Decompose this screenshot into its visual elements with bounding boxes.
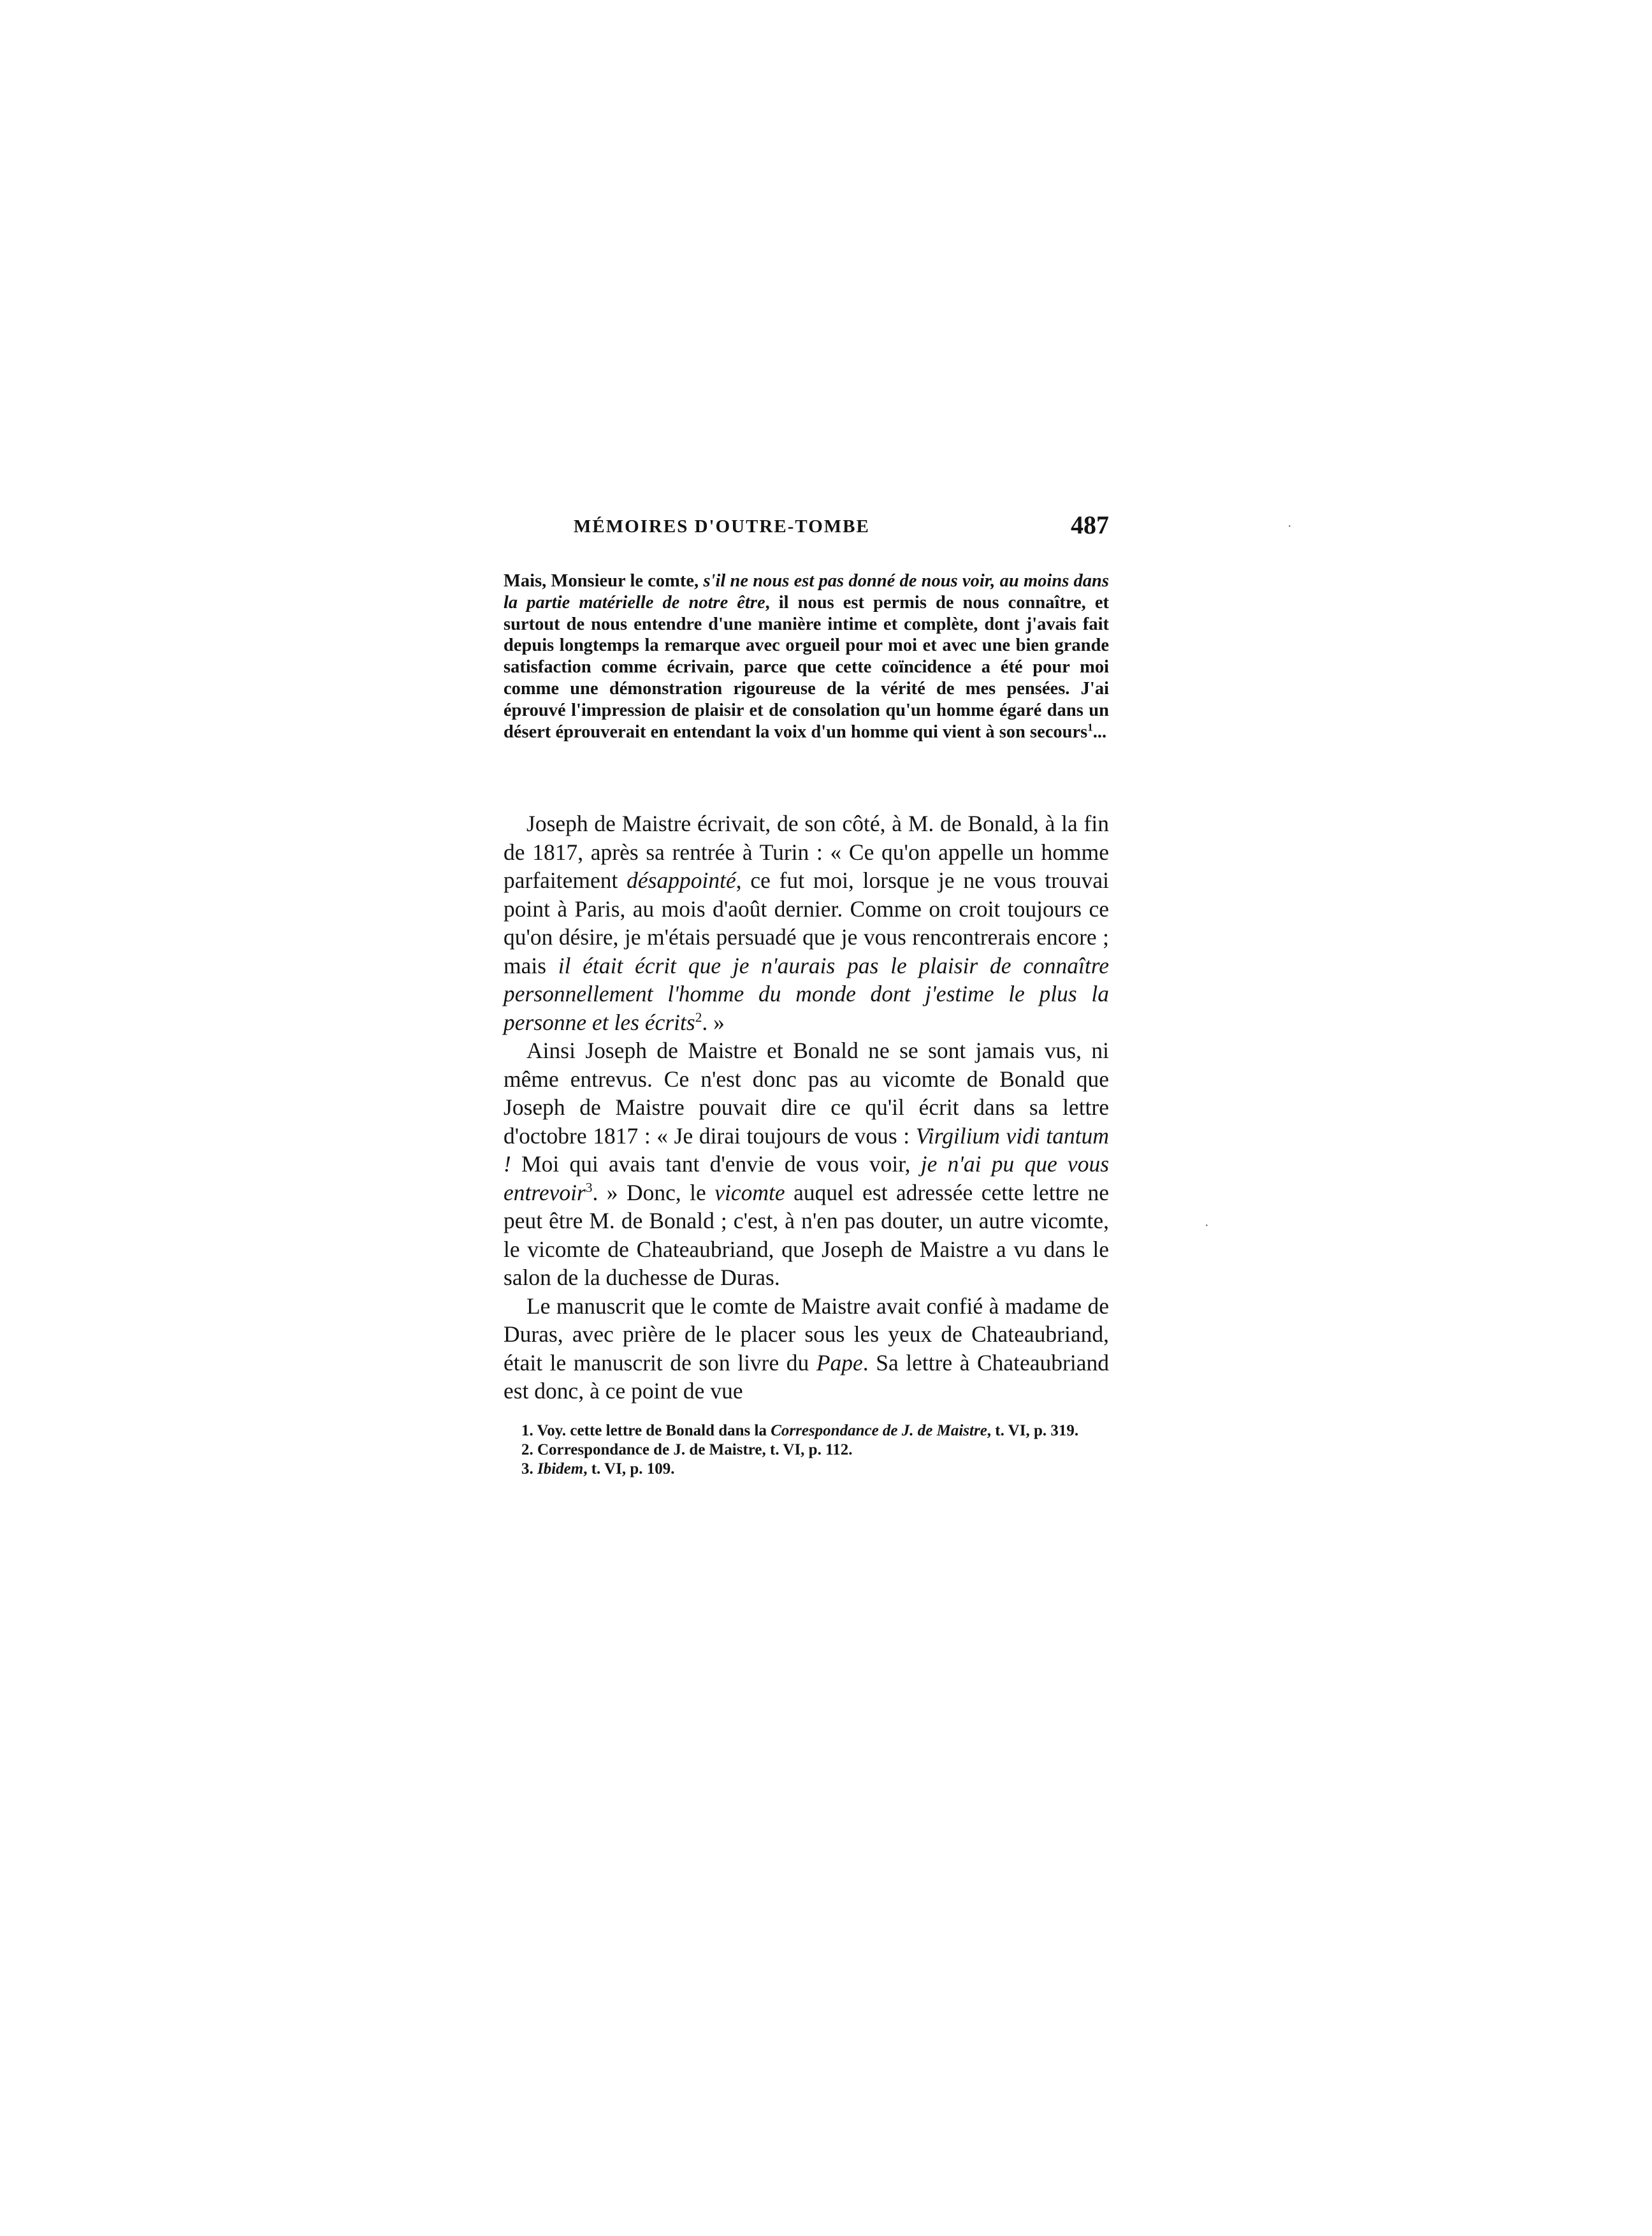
- page-header: [504, 510, 1109, 548]
- italic-text: désappointé: [627, 868, 736, 893]
- scan-speck: ·: [1205, 1219, 1209, 1233]
- footnote-text: 2. Correspondance de J. de Maistre, t. VI, p. 112.: [521, 1441, 853, 1458]
- paragraph-text: , ce fut moi, lorsque je ne vous trouvai point à Paris, au mois d'août dernier. Comme on croit toujours ce qu'on désire, je m'étais persuadé que je vous rencontrerais encore ; mais: [504, 868, 1109, 978]
- footnote-1: [504, 1421, 1109, 1441]
- footnote-italic-text: Correspondance de J. de Maistre: [771, 1422, 987, 1439]
- paragraph-text: . »: [702, 1009, 725, 1035]
- paragraph-text: Moi qui avais tant d'envie de vous voir,: [511, 1151, 921, 1177]
- paragraph-text: . » Donc, le: [592, 1179, 715, 1205]
- paragraph-text: auquel est adressée cette lettre ne peut être M. de Bonald ; c'est, à n'en pas douter, un autre vicomte, le vicomte de Chateaubriand, que Joseph de Maistre a vu dans le salon de la duchesse de Duras.: [504, 1179, 1110, 1290]
- footnote-ref: 3: [585, 1179, 593, 1195]
- block-quote: [504, 570, 1109, 743]
- footnote-text: 1. Voy. cette lettre de Bonald dans la: [521, 1422, 771, 1439]
- paragraph-text: Joseph de Maistre écrivait, de son côté, à M. de Bonald, à la fin de 1817, après sa rentrée à Turin : « Ce qu'on appelle un homme parfaitement: [504, 811, 1109, 893]
- footnote-italic-text: Ibidem: [537, 1460, 584, 1477]
- footnotes: [504, 1421, 1109, 1479]
- paragraph-text: . Sa lettre à Chateaubriand est donc, à ce point de vue: [504, 1349, 1109, 1404]
- quote-text: Mais, Monsieur le comte,: [504, 571, 704, 591]
- italic-text: Virgilium vidi tantum !: [504, 1122, 1109, 1177]
- quote-italic-text: s'il ne nous est pas donné de nous voir, au moins dans la partie matérielle de notre être: [504, 571, 1109, 613]
- paragraph-2: [504, 1036, 1109, 1292]
- quote-text: , il nous est permis de nous connaître, et surtout de nous entendre d'une manière intime et complète, dont j'avais fait depuis longtemps la remarque avec orgueil pour moi et avec une bien grande satisfaction comme écrivain, parce que cette coïncidence a été pour moi comme une démonstration rigoureuse de la vérité de mes pensées. J'ai éprouvé l'impression de plaisir et de consolation qu'un homme égaré dans un désert éprouverait en entendant la voix d'un homme qui vient à son secours: [504, 592, 1109, 742]
- quote-text: ...: [1092, 722, 1107, 742]
- italic-text: Pape: [816, 1349, 863, 1376]
- scan-speck: ·: [1287, 519, 1292, 534]
- body-text: [504, 809, 1109, 1405]
- running-title: MÉMOIRES D'OUTRE-TOMBE: [574, 516, 870, 537]
- italic-text: je n'ai pu que vous entrevoir: [504, 1151, 1110, 1205]
- footnote-ref: 2: [695, 1009, 702, 1025]
- italic-text: il était écrit que je n'aurais pas le plaisir de connaître personnellement l'homme du monde dont j'estime le plus la personne et les écrits: [504, 952, 1109, 1035]
- footnote-ref: 1: [1087, 721, 1093, 734]
- page-number: 487: [1071, 511, 1109, 539]
- quote-paragraph: [504, 570, 1109, 743]
- paragraph-text: Ainsi Joseph de Maistre et Bonald ne se sont jamais vus, ni même entrevus. Ce n'est donc pas au vicomte de Bonald que Joseph de Maistre pouvait dire ce qu'il écrit dans sa lettre d'octobre 1817 : « Je dirai toujours de vous :: [504, 1038, 1109, 1149]
- paragraph-1: [504, 809, 1109, 1036]
- paragraph-3: [504, 1292, 1109, 1405]
- footnote-text: 3.: [521, 1460, 537, 1477]
- footnote-3: [504, 1460, 1109, 1479]
- paragraph-text: Le manuscrit que le comte de Maistre avait confié à madame de Duras, avec prière de le placer sous les yeux de Chateaubriand, était le manuscrit de son livre du: [504, 1293, 1109, 1376]
- footnote-text: , t. VI, p. 319.: [987, 1422, 1079, 1439]
- footnote-text: , t. VI, p. 109.: [583, 1460, 675, 1477]
- footnote-2: [504, 1441, 1109, 1460]
- italic-text: vicomte: [714, 1179, 785, 1205]
